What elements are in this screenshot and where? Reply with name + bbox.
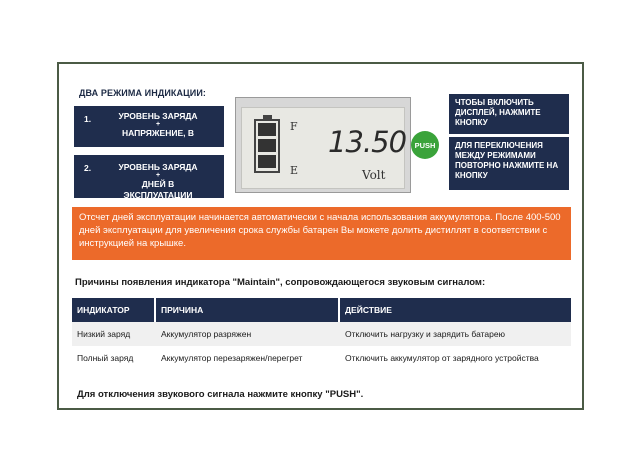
modes-title: ДВА РЕЖИМА ИНДИКАЦИИ: bbox=[79, 88, 207, 98]
battery-segment bbox=[258, 139, 276, 152]
mode-1-number: 1. bbox=[84, 114, 92, 124]
cell-action: Отключить аккумулятор от зарядного устройства bbox=[345, 353, 539, 363]
mode-2-line2: ДНЕЙ В ЭКСПЛУАТАЦИИ bbox=[123, 179, 193, 200]
lcd-voltage-value: 13.50 bbox=[328, 125, 407, 159]
mode-2-line1: УРОВЕНЬ ЗАРЯДА bbox=[118, 162, 198, 172]
push-button[interactable]: PUSH bbox=[411, 131, 439, 159]
header-indicator: ИНДИКАТОР bbox=[72, 298, 156, 322]
cell-reason: Аккумулятор разряжен bbox=[161, 329, 252, 339]
cell-indicator: Полный заряд bbox=[77, 353, 134, 363]
battery-cap bbox=[263, 115, 272, 119]
table-header bbox=[72, 298, 571, 322]
cell-action: Отключить нагрузку и зарядить батарею bbox=[345, 329, 505, 339]
lcd-empty-label: E bbox=[290, 164, 299, 177]
mode-1-box bbox=[74, 106, 224, 147]
mode-1-line1: УРОВЕНЬ ЗАРЯДА bbox=[118, 111, 198, 121]
footer-note: Для отключения звукового сигнала нажмите кнопку "PUSH". bbox=[77, 389, 364, 400]
mode-1-line2: НАПРЯЖЕНИЕ, В bbox=[122, 128, 194, 138]
battery-segment bbox=[258, 123, 276, 136]
mode-2-number: 2. bbox=[84, 163, 92, 173]
lcd-unit: Volt bbox=[362, 168, 386, 182]
mode-2-plus: + bbox=[155, 172, 161, 179]
mode-1-plus: + bbox=[155, 121, 161, 128]
battery-icon bbox=[254, 119, 280, 173]
table-row bbox=[72, 322, 571, 346]
battery-segment bbox=[258, 155, 276, 168]
info-card bbox=[57, 62, 584, 410]
reasons-table bbox=[72, 298, 571, 370]
reasons-title: Причины появления индикатора "Maintain", сопровождающегося звуковым сигналом: bbox=[75, 277, 486, 288]
info-banner: Отсчет дней эксплуатации начинается автоматически с начала использования аккумулятора. После 400-500 дней эксплуатации для увеличения срока службы батарен Вы можете долить дистиллят в соответствии с инструкцией на крышке. bbox=[72, 207, 571, 260]
lcd-display bbox=[235, 97, 411, 193]
hint-enable-display: ЧТОБЫ ВКЛЮЧИТЬ ДИСПЛЕЙ, НАЖМИТЕ КНОПКУ bbox=[449, 94, 569, 134]
header-reason: ПРИЧИНА bbox=[156, 298, 340, 322]
mode-2-box bbox=[74, 155, 224, 198]
lcd-screen bbox=[241, 107, 405, 189]
lcd-full-label: F bbox=[290, 120, 298, 133]
cell-indicator: Низкий заряд bbox=[77, 329, 131, 339]
hint-switch-mode: ДЛЯ ПЕРЕКЛЮЧЕНИЯ МЕЖДУ РЕЖИМАМИ ПОВТОРНО НАЖМИТЕ НА КНОПКУ bbox=[449, 137, 569, 190]
header-action: ДЕЙСТВИЕ bbox=[340, 298, 571, 322]
cell-reason: Аккумулятор перезаряжен/перегрет bbox=[161, 353, 303, 363]
table-row bbox=[72, 346, 571, 370]
